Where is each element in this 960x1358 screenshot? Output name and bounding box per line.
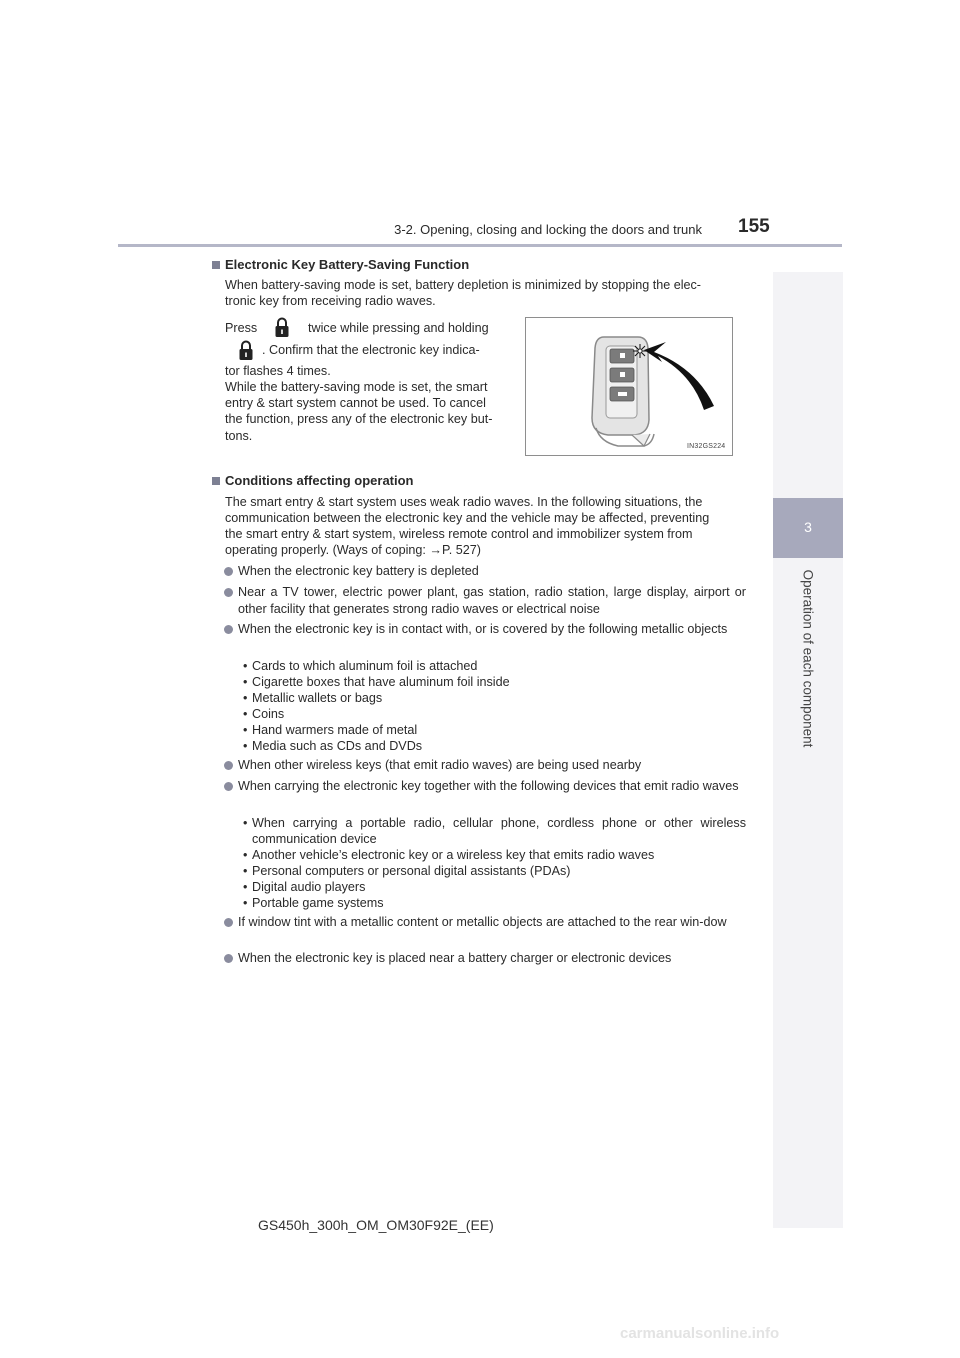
metal-object-item: • Media such as CDs and DVDs bbox=[243, 739, 423, 753]
metal-object-item: • Cards to which aluminum foil is attached bbox=[243, 659, 478, 673]
metal-object-item: • Cigarette boxes that have aluminum foil inside bbox=[243, 675, 510, 689]
round-bullet-icon bbox=[224, 782, 233, 791]
condition-bullet: Near a TV tower, electric power plant, gas station, radio station, large display, airport or other facility that generates strong radio waves or electrical noise bbox=[224, 584, 746, 617]
key-figure bbox=[525, 317, 733, 456]
round-bullet-icon bbox=[224, 625, 233, 634]
square-bullet-icon bbox=[212, 261, 220, 269]
heading-text: Conditions affecting operation bbox=[225, 473, 414, 488]
condition-bullet: When carrying the electronic key together with the following devices that emit radio waves bbox=[224, 778, 746, 795]
round-bullet-icon bbox=[224, 918, 233, 927]
confirm-text: . Confirm that the electronic key indica- bbox=[262, 343, 480, 357]
press-word: Press bbox=[225, 321, 258, 335]
round-bullet-icon bbox=[224, 567, 233, 576]
condition-bullet: When other wireless keys (that emit radio waves) are being used nearby bbox=[224, 757, 746, 774]
figure-caption: IN32GS224 bbox=[687, 443, 726, 450]
square-bullet-icon bbox=[212, 477, 220, 485]
battery-saving-heading bbox=[212, 257, 469, 272]
device-item: • Portable game systems bbox=[243, 896, 384, 910]
metal-object-item: • Hand warmers made of metal bbox=[243, 723, 418, 737]
device-item: • Personal computers or personal digital assistants (PDAs) bbox=[243, 864, 571, 878]
press-rest: twice while pressing and holding bbox=[308, 321, 489, 335]
conditions-intro-line: operating properly. (Ways of coping: →P. 527) bbox=[225, 543, 481, 557]
metal-object-item: • Metallic wallets or bags bbox=[243, 691, 383, 705]
electronic-key-illustration bbox=[526, 318, 732, 455]
conditions-intro-line: The smart entry & start system uses weak radio waves. In the following situations, the bbox=[225, 495, 703, 509]
round-bullet-icon bbox=[224, 588, 233, 597]
lock-icon bbox=[272, 316, 292, 340]
condition-bullet: When the electronic key battery is depleted bbox=[224, 563, 746, 580]
battery-line: tons. bbox=[225, 429, 253, 443]
battery-line: While the battery-saving mode is set, the smart bbox=[225, 380, 488, 394]
chapter-title: Operation of each component bbox=[800, 569, 816, 748]
page-number: 155 bbox=[738, 216, 770, 237]
condition-bullet: When the electronic key is in contact with, or is covered by the following metallic objects bbox=[224, 621, 746, 638]
device-item: • Digital audio players bbox=[243, 880, 366, 894]
device-item: • Another vehicle’s electronic key or a wireless key that emits radio waves bbox=[243, 848, 655, 862]
side-strip bbox=[773, 272, 843, 1228]
round-bullet-icon bbox=[224, 954, 233, 963]
battery-line: tor flashes 4 times. bbox=[225, 364, 331, 378]
round-bullet-icon bbox=[224, 761, 233, 770]
conditions-heading bbox=[212, 473, 414, 488]
intro-line-2: tronic key from receiving radio waves. bbox=[225, 294, 436, 308]
chapter-number: 3 bbox=[804, 519, 812, 535]
battery-line: entry & start system cannot be used. To cancel bbox=[225, 396, 486, 410]
metal-object-item: • Coins bbox=[243, 707, 285, 721]
document-code: GS450h_300h_OM_OM30F92E_(EE) bbox=[258, 1217, 494, 1233]
conditions-intro-line: communication between the electronic key and the vehicle may be affected, preventing bbox=[225, 511, 710, 525]
conditions-intro-line: the smart entry & start system, wireless remote control and immobilizer system from bbox=[225, 527, 693, 541]
lock-icon bbox=[236, 339, 256, 363]
condition-bullet: When the electronic key is placed near a battery charger or electronic devices bbox=[224, 950, 746, 967]
intro-line-1: When battery-saving mode is set, battery depletion is minimized by stopping the elec- bbox=[225, 278, 701, 292]
header-divider bbox=[118, 244, 842, 247]
watermark: carmanualsonline.info bbox=[620, 1325, 780, 1342]
section-title: 3-2. Opening, closing and locking the doors and trunk bbox=[394, 222, 702, 237]
heading-text: Electronic Key Battery-Saving Function bbox=[225, 257, 470, 272]
condition-bullet: If window tint with a metallic content or metallic objects are attached to the rear win-dow bbox=[224, 914, 746, 931]
battery-line: the function, press any of the electronic key but- bbox=[225, 412, 493, 426]
device-item: • When carrying a portable radio, cellular phone, cordless phone or other wireless communication device bbox=[243, 816, 746, 847]
